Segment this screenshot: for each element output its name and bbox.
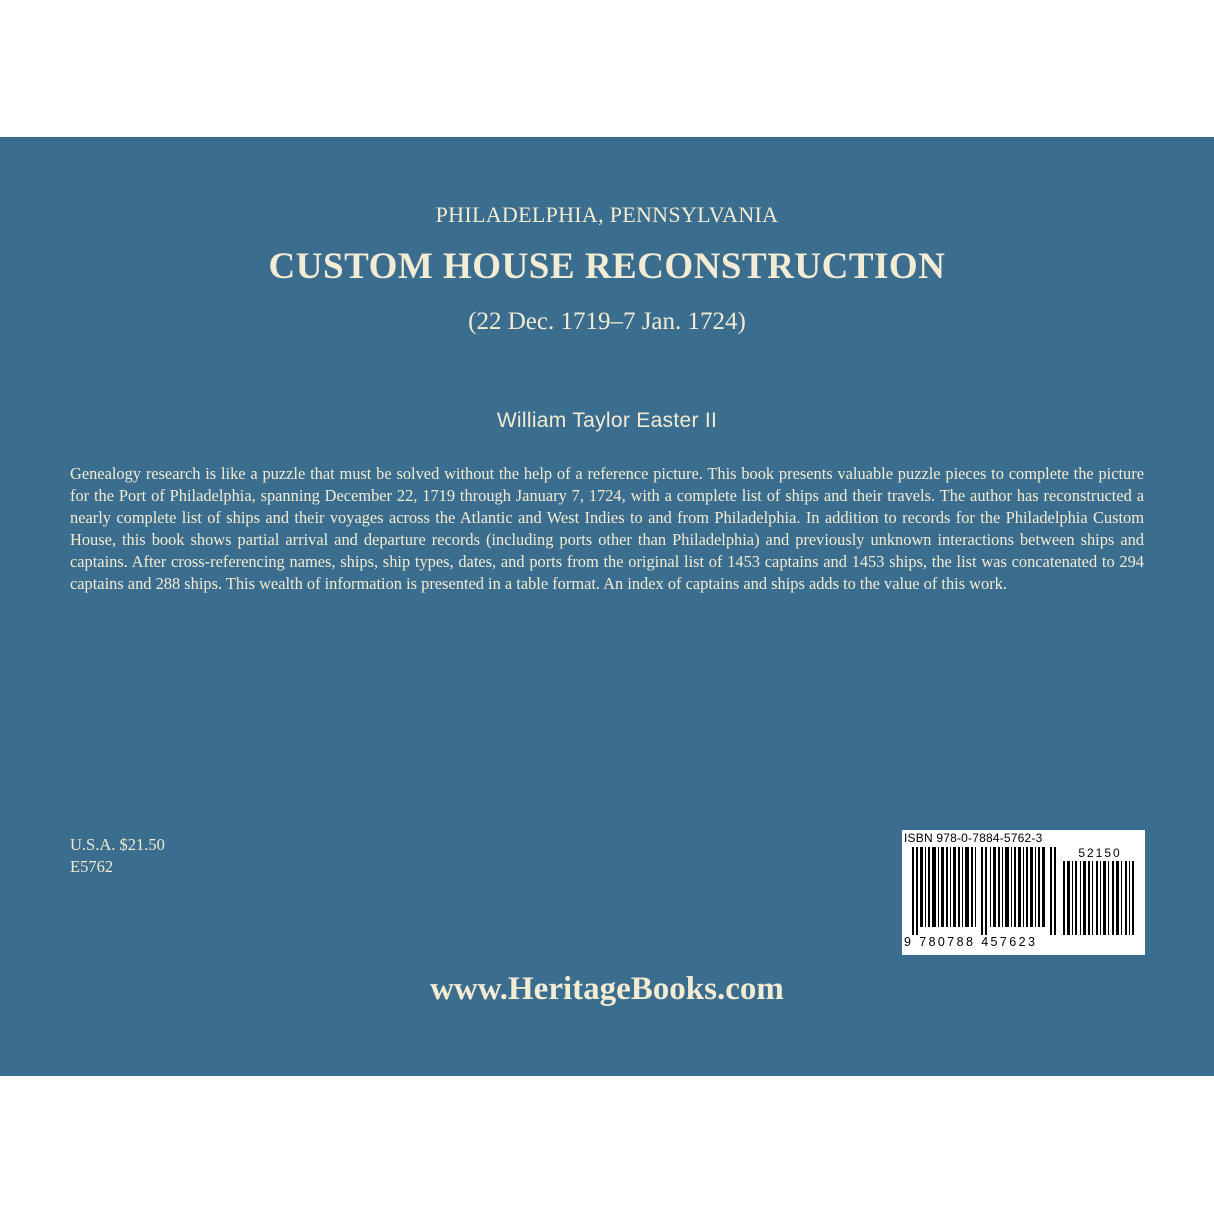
price-label: U.S.A. $21.50 <box>70 835 165 854</box>
addon-barcode-bars <box>1063 861 1135 935</box>
book-subtitle: PHILADELPHIA, PENNSYLVANIA <box>435 202 779 227</box>
ean-digits: 9 780788 457623 <box>904 935 1038 949</box>
addon-digits: 52150 <box>1078 846 1122 860</box>
date-range: (22 Dec. 1719–7 Jan. 1724) <box>468 308 746 335</box>
price-block <box>70 834 165 878</box>
author-name: William Taylor Easter II <box>496 409 718 432</box>
book-back-cover <box>0 137 1214 1076</box>
ean-barcode-bars <box>912 847 1058 935</box>
isbn-barcode <box>902 830 1145 955</box>
book-title: CUSTOM HOUSE RECONSTRUCTION <box>268 246 946 287</box>
book-description: Genealogy research is like a puzzle that must be solved without the help of a reference picture. This book presents valuable puzzle pieces to complete the picture for the Port of Philadelphia, spanning December 22, 1719 through January 7, 1724, with a complete list of ships and their travels. The author has reconstructed a nearly complete list of ships and their voyages across the Atlantic and West Indies to and from Philadelphia. In addition to records for the Philadelphia Custom House, this book shows partial arrival and departure records (including ports other than Philadelphia) and previously unknown interactions between ships and captains. After cross-referencing names, ships, ship types, dates, and ports from the original list of 1453 captains and 1453 ships, the list was concatenated to 294 captains and 288 ships. This wealth of information is presented in a table format. An index of captains and ships adds to the value of this work. <box>70 464 1144 593</box>
isbn-label: ISBN 978-0-7884-5762-3 <box>904 831 1043 845</box>
publisher-website[interactable]: www.HeritageBooks.com <box>430 971 784 1007</box>
item-code: E5762 <box>70 857 114 876</box>
